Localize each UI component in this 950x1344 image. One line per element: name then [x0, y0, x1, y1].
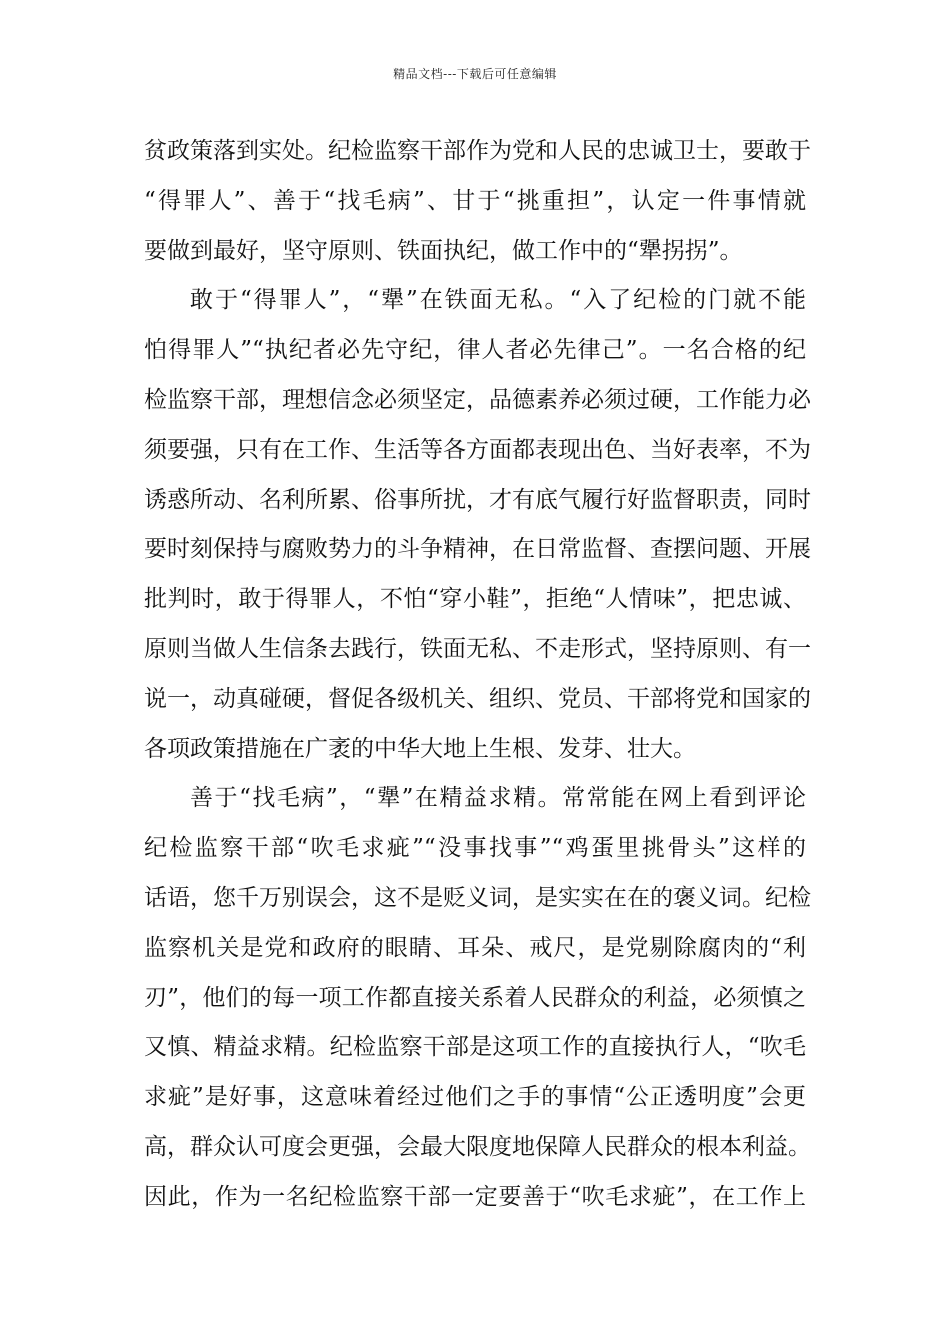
paragraph-line: 话语，您千万别误会，这不是贬义词，是实实在在的褒义词。纪检 [144, 884, 811, 911]
page-header: 精品文档---下载后可任意编辑 [393, 67, 557, 81]
paragraph-line: 因此，作为一名纪检监察干部一定要善于“吹毛求疵”，在工作上 [144, 1183, 806, 1210]
paragraph-line: 求疵”是好事，这意味着经过他们之手的事情“公正透明度”会更 [144, 1084, 806, 1111]
paragraph-line: 纪检监察干部“吹毛求疵”“没事找事”“鸡蛋里挑骨头”这样的 [144, 835, 806, 862]
paragraph-line: 贫政策落到实处。纪检监察干部作为党和人民的忠诚卫士，要敢于 [144, 138, 811, 164]
paragraph-line: 须要强，只有在工作、生活等各方面都表现出色、当好表率，不为 [144, 436, 811, 463]
paragraph-line: 刃”，他们的每一项工作都直接关系着人民群众的利益，必须慎之 [144, 984, 806, 1011]
paragraph-line: 原则当做人生信条去践行，铁面无私、不走形式，坚持原则、有一 [144, 635, 811, 662]
paragraph-line: 说一，动真碰硬，督促各级机关、组织、党员、干部将党和国家的 [144, 685, 811, 712]
paragraph-line: 又慎、精益求精。纪检监察干部是这项工作的直接执行人，“吹毛 [144, 1034, 806, 1061]
document-body [144, 133, 811, 1229]
paragraph-line: 各项政策措施在广袤的中华大地上生根、发芽、壮大。 [144, 735, 696, 762]
paragraph-line: 批判时，敢于得罪人，不怕“穿小鞋”，拒绝“人情味”，把忠诚、 [144, 586, 806, 613]
paragraph-line: “得罪人”、善于“找毛病”、甘于“挑重担”，认定一件事情就 [144, 187, 806, 214]
paragraph-line: 敢于“得罪人”，“犟”在铁面无私。“入了纪检的门就不能 [190, 287, 806, 314]
paragraph-line: 善于“找毛病”，“犟”在精益求精。常常能在网上看到评论 [190, 785, 806, 812]
paragraph-line: 监察机关是党和政府的眼睛、耳朵、戒尺，是党剔除腐肉的“利 [144, 934, 806, 961]
paragraph-line: 怕得罪人”“执纪者必先守纪，律人者必先律己”。一名合格的纪 [144, 337, 806, 364]
paragraph-line: 要时刻保持与腐败势力的斗争精神，在日常监督、查摆问题、开展 [144, 536, 811, 563]
paragraph-line: 要做到最好，坚守原则、铁面执纪，做工作中的“犟拐拐”。 [144, 237, 743, 264]
paragraph-line: 检监察干部，理想信念必须坚定，品德素养必须过硬，工作能力必 [144, 386, 811, 413]
paragraph-line: 高，群众认可度会更强，会最大限度地保障人民群众的根本利益。 [144, 1133, 811, 1160]
paragraph-line: 诱惑所动、名利所累、俗事所扰，才有底气履行好监督职责，同时 [144, 486, 811, 513]
